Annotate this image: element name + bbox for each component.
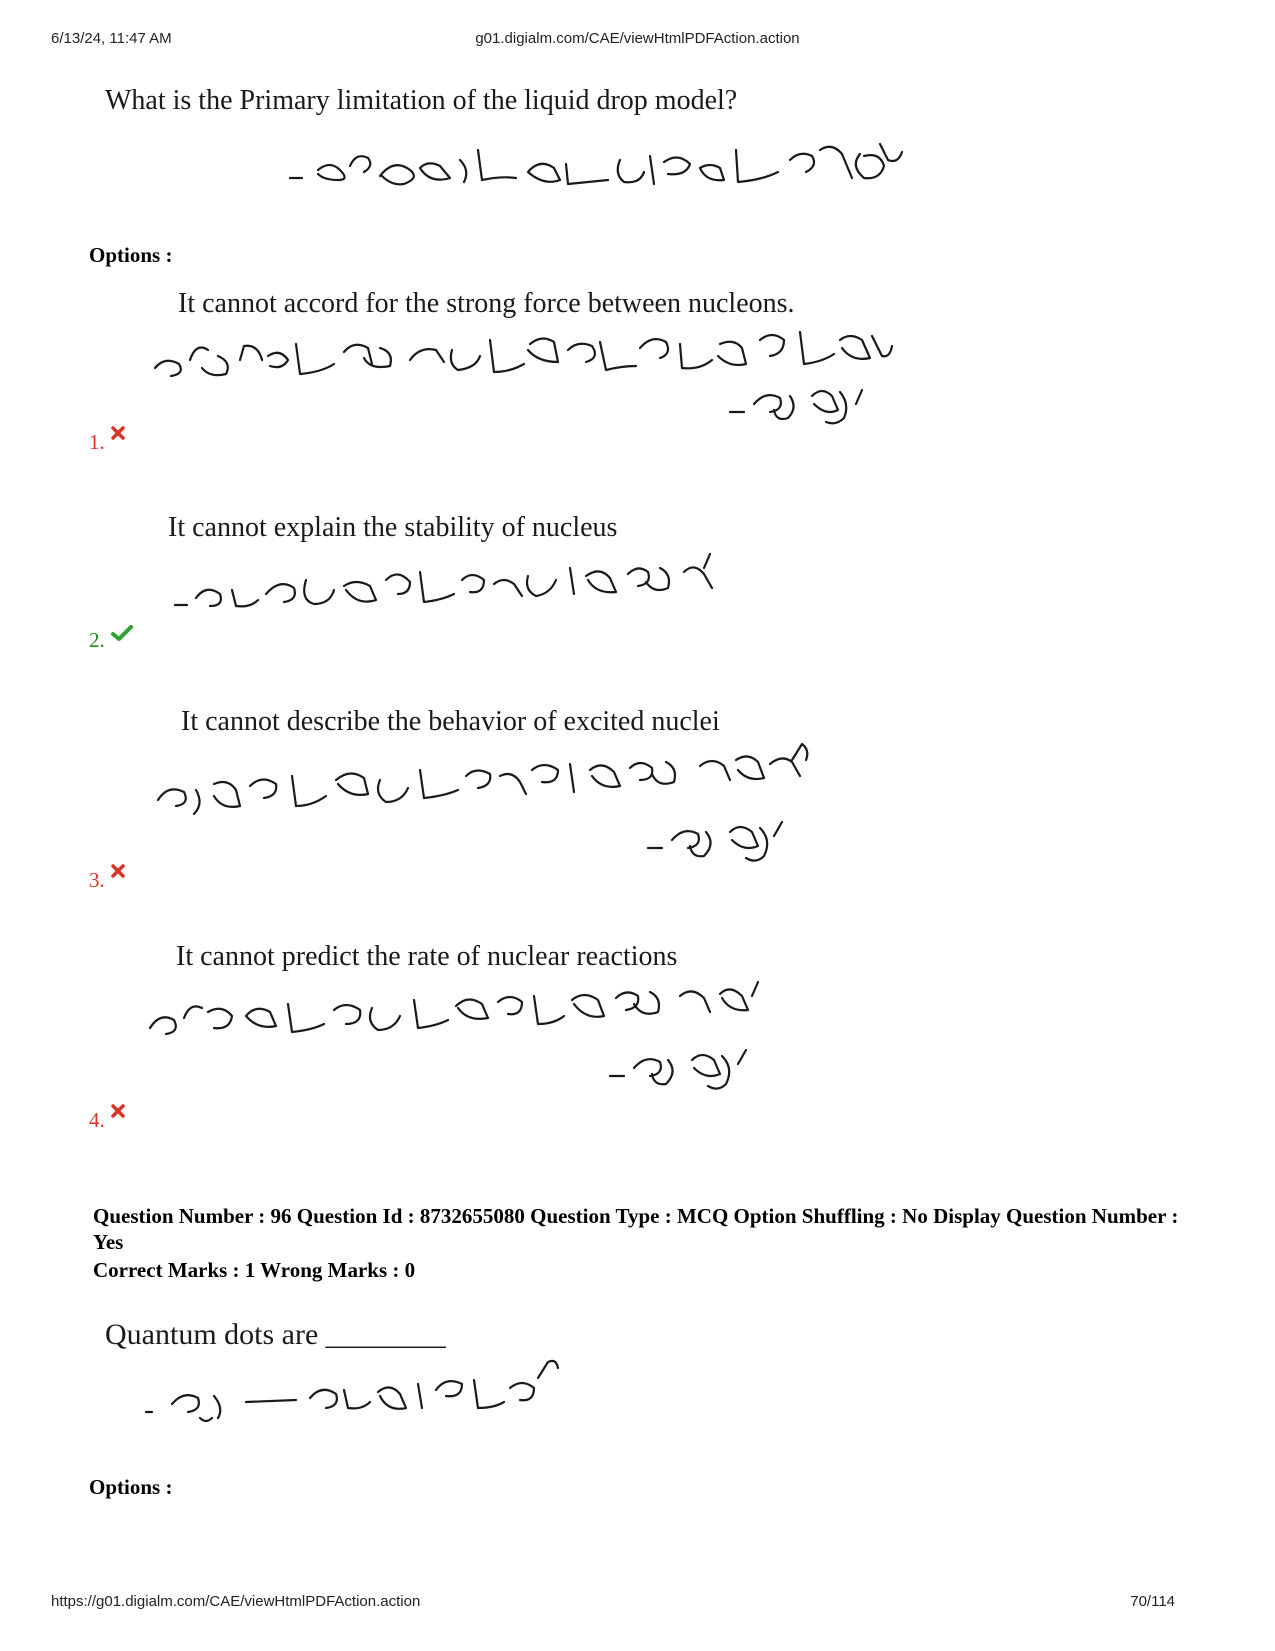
cross-icon: [111, 864, 125, 878]
option-2-text: It cannot explain the stability of nucleus: [168, 512, 618, 543]
check-icon: [111, 624, 133, 642]
option-4-number: 4.: [89, 1108, 125, 1133]
option-4-text: It cannot predict the rate of nuclear reactions: [176, 941, 678, 972]
print-datetime: 6/13/24, 11:47 AM: [51, 30, 172, 47]
options-label: Options :: [89, 243, 173, 267]
option-1-number: 1.: [89, 430, 125, 455]
cross-icon: [111, 426, 125, 440]
option-2-number: 2.: [89, 628, 133, 653]
option-3-number: 3.: [89, 868, 125, 893]
question-text: What is the Primary limitation of the liquid drop model?: [105, 85, 738, 116]
print-footer: [0, 1593, 1275, 1613]
footer-url: https://g01.digialm.com/CAE/viewHtmlPDFAction.action: [51, 1593, 421, 1610]
question-96-text: Quantum dots are ________: [105, 1318, 446, 1351]
cross-icon: [111, 1104, 125, 1118]
print-url: g01.digialm.com/CAE/viewHtmlPDFAction.action: [475, 30, 800, 47]
print-header: [0, 30, 1275, 50]
question-marks: Correct Marks : 1 Wrong Marks : 0: [93, 1258, 416, 1282]
options-label-96: Options :: [89, 1475, 173, 1499]
option-1-text: It cannot accord for the strong force between nucleons.: [178, 288, 795, 319]
option-3-text: It cannot describe the behavior of excited nuclei: [181, 706, 720, 737]
page-number: 70/114: [1130, 1593, 1175, 1610]
question-meta: Question Number : 96 Question Id : 8732655080 Question Type : MCQ Option Shuffling : No Display Question Number : Yes: [93, 1204, 1179, 1254]
